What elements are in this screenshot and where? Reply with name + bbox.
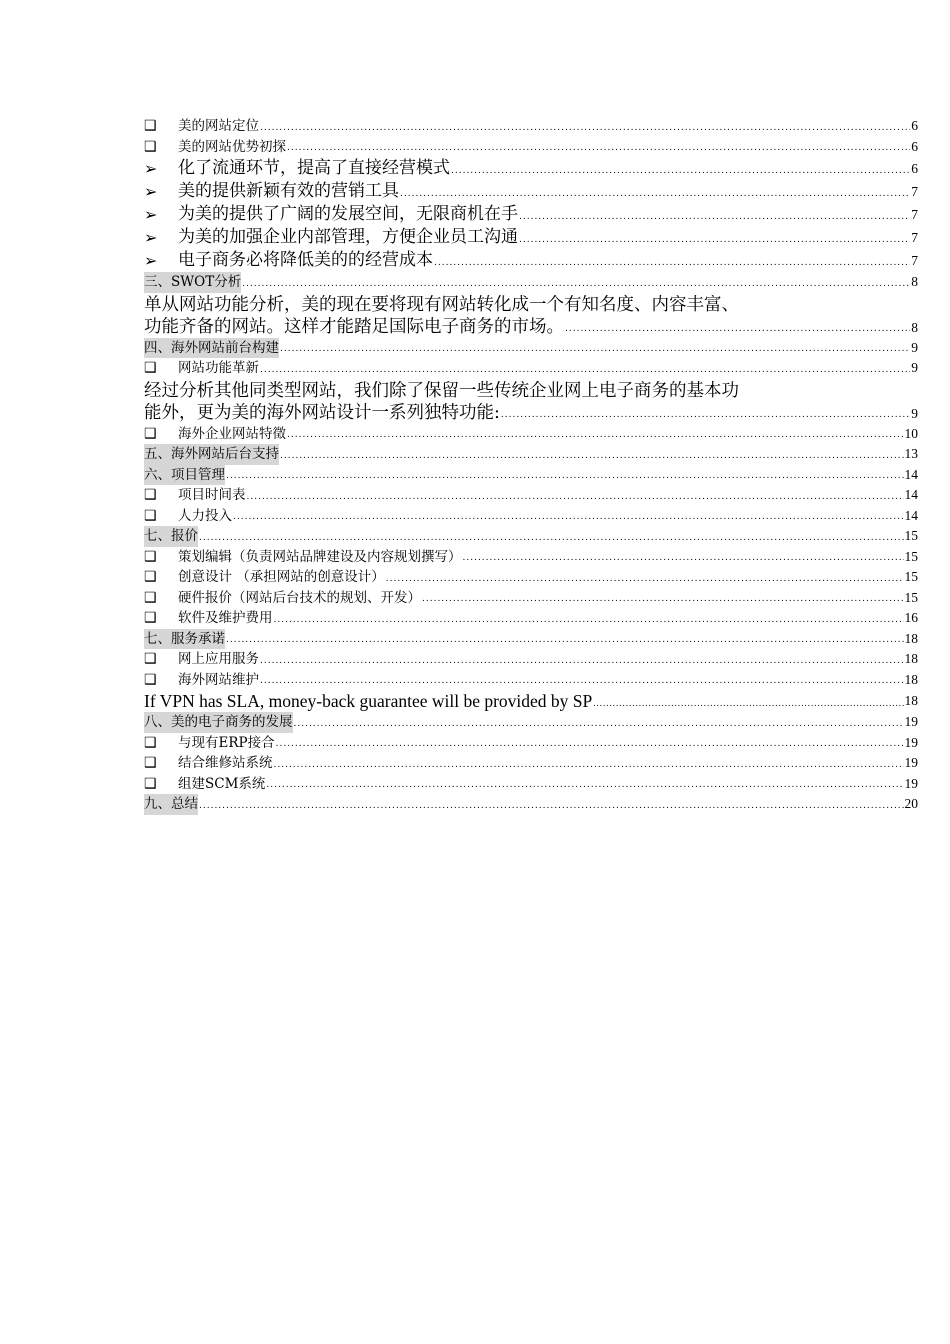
toc-entry-title: 七、报价 xyxy=(144,526,198,547)
checkbox-bullet-icon: ❑ xyxy=(144,487,157,503)
toc-page-number: 15 xyxy=(904,589,918,605)
checkbox-bullet-icon: ❑ xyxy=(144,734,157,751)
leader-dots xyxy=(451,165,910,180)
toc-entry-title: 创意设计 （承担网站的创意设计） xyxy=(178,569,385,585)
toc-entry-title: 硬件报价（网站后台技术的规划、开发） xyxy=(178,589,421,606)
toc-entry[interactable] xyxy=(144,249,918,272)
toc-section-heading[interactable] xyxy=(144,444,918,465)
toc-page-number: 15 xyxy=(904,528,918,543)
toc-entry-title: 电子商务必将降低美的的经营成本 xyxy=(178,250,433,270)
arrow-bullet-icon: ➢ xyxy=(144,251,158,270)
toc-page-number: 19 xyxy=(904,734,918,750)
toc-entry-title: 项目时间表 xyxy=(178,487,246,503)
leader-dots xyxy=(280,343,910,358)
leader-dots xyxy=(287,429,904,444)
checkbox-bullet-icon: ❑ xyxy=(144,118,157,134)
toc-entry-title: 八、美的电子商务的发展 xyxy=(144,712,293,733)
toc-entry[interactable] xyxy=(144,137,918,158)
toc-section-heading[interactable] xyxy=(144,465,918,486)
arrow-bullet-icon: ➢ xyxy=(144,159,158,178)
toc-entry-title: 与现有ERP接合 xyxy=(178,734,275,751)
toc-page-number: 9 xyxy=(911,405,918,421)
toc-entry-title: 六、项目管理 xyxy=(144,465,225,486)
leader-dots xyxy=(565,323,910,338)
toc-entry[interactable] xyxy=(144,157,918,180)
toc-page-number: 18 xyxy=(904,651,918,666)
toc-page-number: 6 xyxy=(911,138,918,154)
toc-page-number: 19 xyxy=(904,714,918,729)
leader-dots xyxy=(247,491,904,506)
toc-entry[interactable] xyxy=(144,774,918,795)
leader-dots xyxy=(422,593,904,608)
toc-page-number: 19 xyxy=(904,775,918,791)
toc-entry[interactable] xyxy=(144,608,918,629)
toc-entry-title: 软件及维护费用 xyxy=(178,610,273,626)
toc-page-number: 14 xyxy=(904,466,918,482)
leader-dots xyxy=(260,655,904,670)
toc-page-number: 14 xyxy=(904,487,918,502)
toc-page-number: 8 xyxy=(911,319,918,335)
leader-dots xyxy=(260,364,910,379)
leader-dots xyxy=(274,614,904,629)
toc-entry[interactable] xyxy=(144,567,918,588)
toc-section-heading[interactable] xyxy=(144,526,918,547)
toc-page-number: 15 xyxy=(904,569,918,584)
toc-page-number: 14 xyxy=(904,507,918,523)
toc-entry[interactable] xyxy=(144,116,918,137)
leader-dots xyxy=(287,142,910,157)
checkbox-bullet-icon: ❑ xyxy=(144,138,157,155)
leader-dots xyxy=(400,188,910,203)
toc-page-number: 7 xyxy=(911,253,918,268)
leader-dots xyxy=(199,800,904,815)
checkbox-bullet-icon: ❑ xyxy=(144,589,157,606)
toc-entry-title: 人力投入 xyxy=(178,507,232,524)
checkbox-bullet-icon: ❑ xyxy=(144,610,157,626)
toc-page-number: 6 xyxy=(911,118,918,133)
toc-entry[interactable] xyxy=(144,317,918,338)
toc-entry[interactable] xyxy=(144,690,918,712)
toc-entry-title: 海外企业网站特徵 xyxy=(178,425,286,442)
toc-entry[interactable] xyxy=(144,670,918,691)
leader-dots xyxy=(276,738,904,753)
table-of-contents xyxy=(144,116,918,815)
toc-entry-title: 功能齐备的网站。这样才能踏足国际电子商务的市场。 xyxy=(144,316,564,337)
toc-entry-title: 组建SCM系统 xyxy=(178,775,266,792)
toc-section-heading[interactable] xyxy=(144,712,918,733)
arrow-bullet-icon: ➢ xyxy=(144,205,158,224)
leader-dots xyxy=(260,122,910,137)
toc-entry[interactable] xyxy=(144,358,918,379)
checkbox-bullet-icon: ❑ xyxy=(144,651,157,667)
toc-entry-title: If VPN has SLA, money-back guarantee will be provided by SP xyxy=(144,691,593,711)
toc-page-number: 6 xyxy=(911,161,918,176)
toc-entry[interactable] xyxy=(144,547,918,568)
leader-dots xyxy=(280,450,904,465)
checkbox-bullet-icon: ❑ xyxy=(144,775,157,792)
toc-page-number: 10 xyxy=(904,425,918,441)
toc-section-heading[interactable] xyxy=(144,338,918,359)
leader-dots xyxy=(434,257,910,272)
leader-dots xyxy=(519,211,910,226)
toc-entry[interactable] xyxy=(144,588,918,609)
checkbox-bullet-icon: ❑ xyxy=(144,755,157,771)
toc-entry-title: 为美的加强企业内部管理，方便企业员工沟通 xyxy=(178,227,518,247)
checkbox-bullet-icon: ❑ xyxy=(144,507,157,524)
toc-page-number: 19 xyxy=(904,755,918,770)
toc-entry-first-line[interactable]: 经过分析其他同类型网站，我们除了保留一些传统企业网上电子商务的基本功 xyxy=(144,380,739,401)
toc-entry-title: 四、海外网站前台构建 xyxy=(144,338,279,359)
checkbox-bullet-icon: ❑ xyxy=(144,425,157,442)
toc-page-number: 7 xyxy=(911,184,918,199)
toc-page-number: 9 xyxy=(911,360,918,375)
toc-entry-first-line[interactable]: 单从网站功能分析，美的现在要将现有网站转化成一个有知名度、内容丰富、 xyxy=(144,294,739,315)
leader-dots xyxy=(233,511,904,526)
toc-entry-title: 五、海外网站后台支持 xyxy=(144,444,279,465)
toc-entry[interactable] xyxy=(144,180,918,203)
checkbox-bullet-icon: ❑ xyxy=(144,671,157,688)
toc-entry-title: 策划编辑（负责网站品牌建设及内容规划撰写） xyxy=(178,548,462,565)
leader-dots xyxy=(294,718,904,733)
toc-entry[interactable] xyxy=(144,226,918,249)
toc-entry-title: 七、服务承诺 xyxy=(144,629,225,650)
toc-section-heading[interactable] xyxy=(144,272,918,293)
leader-dots xyxy=(226,634,904,649)
toc-page-number: 8 xyxy=(911,274,918,289)
leader-dots xyxy=(463,552,904,567)
toc-section-heading[interactable] xyxy=(144,794,918,815)
toc-entry-title: 美的提供新颖有效的营销工具 xyxy=(178,181,399,201)
toc-page-number: 7 xyxy=(911,207,918,222)
toc-entry[interactable] xyxy=(144,203,918,226)
checkbox-bullet-icon: ❑ xyxy=(144,360,157,376)
toc-entry[interactable] xyxy=(144,649,918,670)
toc-entry-title: 海外网站维护 xyxy=(178,671,259,688)
checkbox-bullet-icon: ❑ xyxy=(144,569,157,585)
leader-dots xyxy=(266,779,903,794)
leader-dots xyxy=(226,470,904,485)
toc-page-number: 18 xyxy=(904,693,918,708)
checkbox-bullet-icon: ❑ xyxy=(144,548,157,565)
arrow-bullet-icon: ➢ xyxy=(144,182,158,201)
toc-page-number: 18 xyxy=(904,630,918,646)
leader-dots xyxy=(260,675,904,690)
toc-entry[interactable] xyxy=(144,485,918,506)
toc-entry-title: 网站功能革新 xyxy=(178,360,259,376)
leader-dots xyxy=(501,409,910,424)
toc-entry-title: 能外，更为美的海外网站设计一系列独特功能: xyxy=(144,402,500,423)
leader-dots xyxy=(274,759,904,774)
toc-entry-title: 美的网站定位 xyxy=(178,118,259,134)
toc-entry[interactable] xyxy=(144,506,918,527)
arrow-bullet-icon: ➢ xyxy=(144,228,158,247)
toc-page-number: 18 xyxy=(904,671,918,687)
toc-entry[interactable] xyxy=(144,753,918,774)
toc-page-number: 15 xyxy=(904,548,918,564)
toc-section-heading[interactable] xyxy=(144,629,918,650)
leader-dots xyxy=(242,278,910,293)
leader-dots xyxy=(199,532,904,547)
toc-entry[interactable] xyxy=(144,424,918,445)
toc-page-number: 9 xyxy=(911,339,918,355)
toc-page-number: 13 xyxy=(904,446,918,461)
toc-entry-title: 美的网站优势初探 xyxy=(178,138,286,155)
toc-entry-title: 化了流通环节，提高了直接经营模式 xyxy=(178,158,450,178)
toc-entry[interactable] xyxy=(144,733,918,754)
toc-page-number: 16 xyxy=(904,610,918,625)
leader-dots xyxy=(593,697,903,712)
toc-page-number: 7 xyxy=(911,230,918,245)
toc-entry[interactable] xyxy=(144,403,918,424)
toc-entry-title: 网上应用服务 xyxy=(178,651,259,667)
toc-entry-title: 九、总结 xyxy=(144,794,198,815)
toc-entry-title: 三、SWOT分析 xyxy=(144,272,241,293)
leader-dots xyxy=(519,234,910,249)
toc-page-number: 20 xyxy=(904,796,918,811)
leader-dots xyxy=(386,573,904,588)
toc-entry-title: 为美的提供了广阔的发展空间，无限商机在手 xyxy=(178,204,518,224)
toc-entry-title: 结合维修站系统 xyxy=(178,755,273,771)
